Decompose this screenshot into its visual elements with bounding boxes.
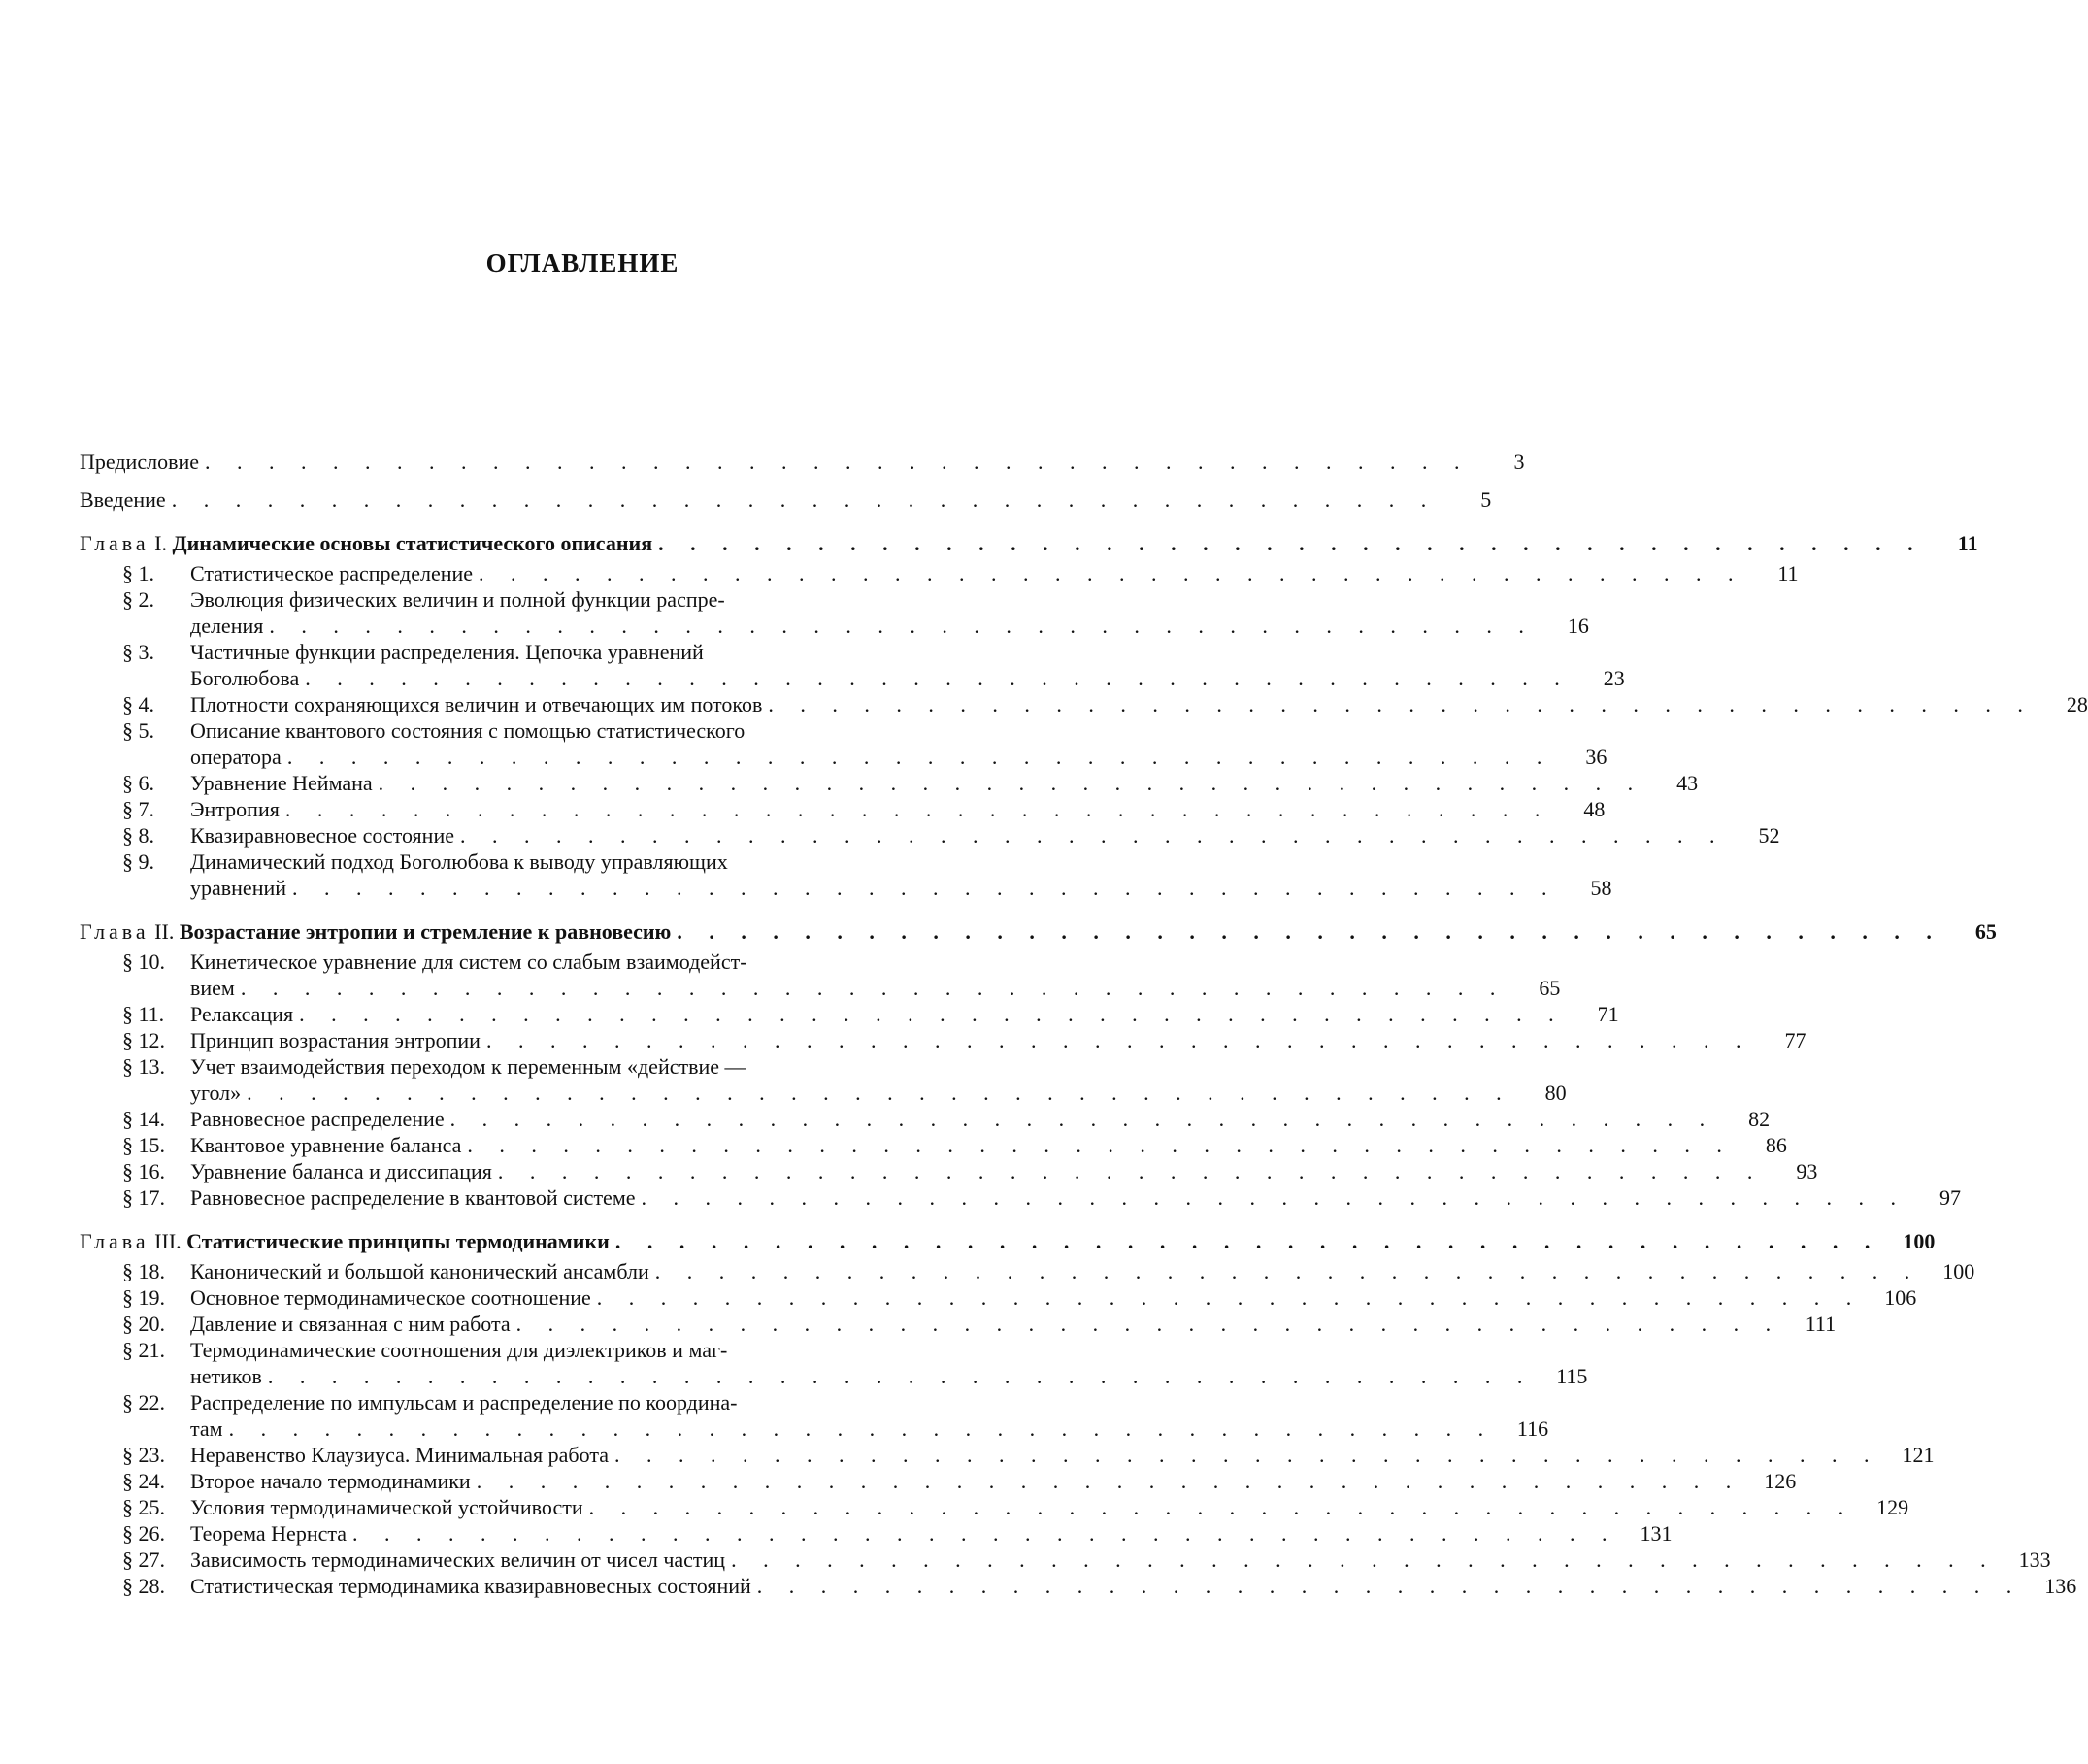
toc-entry [80,1573,2077,1599]
section-title: Релаксация [190,1002,294,1026]
section-heading [122,1389,737,1415]
section-heading [122,1442,609,1468]
dot-leader: . . . . . . . . . . . . . . . . . . . . . . . . . . . . . . . . . . . . . . . . [269,614,1535,638]
section-heading [122,1337,727,1363]
page-number: 116 [1516,1416,1549,1441]
page-number: 121 [1902,1443,1935,1467]
toc-entry [80,1053,1099,1080]
section-heading [122,1001,293,1027]
section-title: Квантовое уравнение баланса [190,1133,462,1157]
chapter-number: III. [149,1229,187,1253]
page-number: 52 [1758,823,1780,848]
page-number: 106 [1884,1285,1917,1310]
page-number: 48 [1583,797,1606,821]
chapter-title: Динамические основы статистического описания [172,531,653,555]
section-heading [122,717,745,744]
section-heading [122,796,280,822]
page-number: 97 [1939,1185,1962,1210]
page-number: 11 [1957,531,1978,555]
section-heading [122,560,473,586]
page-number: 93 [1796,1159,1818,1183]
section-heading [122,849,728,875]
section-number: § 2. [122,587,154,612]
toc-entry-continuation [80,613,1589,639]
toc-entry [80,796,1606,822]
section-number: § 24. [122,1469,165,1493]
chapter-label: Глава [80,1229,149,1253]
toc-entry [80,1132,1787,1158]
page-number: 133 [2018,1548,2051,1572]
chapter-title: Возрастание энтропии и стремление к равновесию [179,919,672,944]
page-number: 5 [1480,487,1492,512]
page-number: 71 [1597,1002,1619,1026]
page-number: 100 [1903,1229,1936,1253]
section-number: § 7. [122,797,154,821]
dot-leader: . . . . . . . . . . . . . . . . . . . . . . . . . . . . . . . . . . . . . . . . [596,1285,1863,1310]
page-number: 11 [1777,561,1799,585]
dot-leader: . . . . . . . . . . . . . . . . . . . . . . . . . . . . . . . . . . . . . . . . [305,666,1571,690]
dot-leader: . . . . . . . . . . . . . . . . . . . . . . . . . . . . . . . . . . . . . . . . [614,1443,1880,1467]
dot-leader: . . . . . . . . . . . . . . . . . . . . . . . . . . . . . . . . . . . . . . . . [467,1133,1733,1157]
section-title: Энтропия [190,797,280,821]
section-number: § 11. [122,1002,165,1026]
dot-leader: . . . . . . . . . . . . . . . . . . . . . . . . . . . . . . . . . . . . . . . . [485,1028,1752,1052]
page-number: 131 [1640,1521,1673,1546]
page-number: 111 [1805,1312,1837,1336]
dot-leader: . . . . . . . . . . . . . . . . . . . . . . . . . . . . . . . . . . . . . . . . [658,531,1924,555]
section-number: § 5. [122,718,154,743]
section-number: § 25. [122,1495,165,1519]
dot-leader: . . . . . . . . . . . . . . . . . . . . . . . . . . . . . . . . . . . . . . . . [284,797,1551,821]
toc-entry [80,639,1099,665]
section-heading [122,1573,751,1599]
page-number: 100 [1942,1259,1975,1283]
section-title: Плотности сохраняющихся величин и отвечающих им потоков [190,692,763,716]
toc-entry [80,1337,1099,1363]
section-title: Уравнение баланса и диссипация [190,1159,492,1183]
section-number: § 4. [122,692,154,716]
section-number: § 27. [122,1548,165,1572]
dot-leader: . . . . . . . . . . . . . . . . . . . . . . . . . . . . . . . . . . . . . . . . [654,1259,1921,1283]
toc-entry [80,949,1099,975]
toc-entry [80,717,1099,744]
toc-entry [80,1442,1935,1468]
section-number: § 20. [122,1312,165,1336]
section-heading [122,1184,636,1211]
toc-entry [80,691,2088,717]
dot-leader: . . . . . . . . . . . . . . . . . . . . . . . . . . . . . . . . . . . . . . . . [247,1081,1512,1105]
dot-leader: . . . . . . . . . . . . . . . . . . . . . . . . . . . . . . . . . . . . . . . . [240,976,1507,1000]
page-title: ОГЛАВЛЕНИЕ [485,249,679,278]
dot-leader: . . . . . . . . . . . . . . . . . . . . . . . . . . . . . . . . . . . . . . . . [459,823,1726,848]
section-title: Эволюция физических величин и полной функции распре- [190,587,725,612]
page-number: 86 [1765,1133,1787,1157]
toc-entry [80,1184,1962,1211]
dot-leader: . . . . . . . . . . . . . . . . . . . . . . . . . . . . . . . . . . . . . . . . [267,1364,1534,1388]
section-heading [122,770,373,796]
toc-entry-continuation [80,1363,1588,1389]
toc-entry-continuation [80,1080,1567,1106]
dot-leader: . . . . . . . . . . . . . . . . . . . . . . . . . . . . . . . . . . . . . . . . [286,745,1553,769]
page-number: 82 [1748,1107,1771,1131]
page-number: 129 [1876,1495,1909,1519]
toc-entry-continuation [80,665,1625,691]
section-title: Второе начало термодинамики [190,1469,471,1493]
toc-entry [80,530,1978,556]
chapter-heading [80,918,671,945]
page-number: 126 [1764,1469,1797,1493]
section-title: Распределение по импульсам и распределение по координа- [190,1390,738,1415]
section-number: § 15. [122,1133,165,1157]
section-title: Частичные функции распределения. Цепочка уравнений [190,640,704,664]
toc-entry-continuation [80,875,1612,901]
section-heading [122,949,747,975]
page-number: 65 [1974,919,1997,944]
dot-leader: . . . . . . . . . . . . . . . . . . . . . . . . . . . . . . . . . . . . . . . . [205,449,1471,474]
dot-leader: . . . . . . . . . . . . . . . . . . . . . . . . . . . . . . . . . . . . . . . . [479,561,1744,585]
section-number: § 13. [122,1054,165,1079]
section-title: Описание квантового состояния с помощью статистического [190,718,746,743]
toc-entry [80,1547,2051,1573]
section-heading [122,1053,746,1080]
section-title-continuation: Боголюбова [190,666,300,690]
page-number: 58 [1590,876,1612,900]
section-title: Давление и связанная с ним работа [190,1312,511,1336]
dot-leader: . . . . . . . . . . . . . . . . . . . . . . . . . . . . . . . . . . . . . . . . [171,487,1438,512]
chapter-label: Глава [80,531,149,555]
section-heading [122,1520,347,1547]
page-number: 36 [1585,745,1607,769]
dot-leader: . . . . . . . . . . . . . . . . . . . . . . . . . . . . . . . . . . . . . . . . [497,1159,1764,1183]
section-title: Статистическая термодинамика квазиравновесных состояний [190,1574,751,1598]
section-title: Теорема Нернста [190,1521,348,1546]
toc-entry [80,1027,1806,1053]
section-heading [122,691,762,717]
section-number: § 18. [122,1259,165,1283]
dot-leader: . . . . . . . . . . . . . . . . . . . . . . . . . . . . . . . . . . . . . . . . [292,876,1558,900]
dot-leader: . . . . . . . . . . . . . . . . . . . . . . . . . . . . . . . . . . . . . . . . [449,1107,1716,1131]
page-number: 80 [1544,1081,1567,1105]
section-heading [122,822,454,849]
section-number: § 28. [122,1574,165,1598]
section-title: Зависимость термодинамических величин от чисел частиц [190,1548,726,1572]
section-title: Динамический подход Боголюбова к выводу управляющих [190,849,728,874]
section-title: Статистическое распределение [190,561,474,585]
section-number: § 26. [122,1521,165,1546]
section-title-continuation: нетиков [190,1364,262,1388]
chapter-heading [80,530,652,556]
section-title: Канонический и большой канонический ансамбли [190,1259,649,1283]
section-title-continuation: там [190,1416,223,1441]
section-number: § 10. [122,949,165,974]
section-number: § 6. [122,771,154,795]
section-title-continuation: угол» [190,1081,242,1105]
section-heading [122,1494,583,1520]
section-title: Уравнение Неймана [190,771,373,795]
section-heading [122,1311,511,1337]
toc-entry [80,1228,1936,1254]
section-number: § 9. [122,849,154,874]
dot-leader: . . . . . . . . . . . . . . . . . . . . . . . . . . . . . . . . . . . . . . . . [588,1495,1855,1519]
section-title: Основное термодинамическое соотношение [190,1285,591,1310]
toc-entry [80,822,1780,849]
section-title: Условия термодинамической устойчивости [190,1495,583,1519]
chapter-number: II. [149,919,180,944]
page-number: 115 [1556,1364,1588,1388]
section-title-continuation: вием [190,976,235,1000]
toc-entry [80,449,1525,475]
section-title-continuation: уравнений [190,876,287,900]
chapter-number: I. [149,531,173,555]
section-title: Равновесное распределение в квантовой системе [190,1185,636,1210]
section-title: Квазиравновесное состояние [190,823,454,848]
section-number: § 21. [122,1338,165,1362]
front-matter-title: Предисловие [80,449,199,474]
section-number: § 12. [122,1028,165,1052]
page-number: 16 [1567,614,1589,638]
page-number: 65 [1539,976,1561,1000]
section-number: § 1. [122,561,154,585]
section-heading [122,639,704,665]
section-heading [122,1547,725,1573]
dot-leader: . . . . . . . . . . . . . . . . . . . . . . . . . . . . . . . . . . . . . . . . [476,1469,1742,1493]
dot-leader: . . . . . . . . . . . . . . . . . . . . . . . . . . . . . . . . . . . . . . . . [228,1416,1495,1441]
section-number: § 19. [122,1285,165,1310]
section-heading [122,1258,649,1284]
toc-entry [80,1311,1837,1337]
section-title: Кинетическое уравнение для систем со слабым взаимодейст- [190,949,747,974]
chapter-title: Статистические принципы термодинамики [186,1229,610,1253]
dot-leader: . . . . . . . . . . . . . . . . . . . . . . . . . . . . . . . . . . . . . . . . [378,771,1644,795]
dot-leader: . . . . . . . . . . . . . . . . . . . . . . . . . . . . . . . . . . . . . . . . [677,919,1942,944]
dot-leader: . . . . . . . . . . . . . . . . . . . . . . . . . . . . . . . . . . . . . . . . [756,1574,2023,1598]
section-title: Принцип возрастания энтропии [190,1028,481,1052]
toc-entry [80,1106,1771,1132]
page-number: 3 [1513,449,1525,474]
toc-entry-continuation [80,744,1607,770]
dot-leader: . . . . . . . . . . . . . . . . . . . . . . . . . . . . . . . . . . . . . . . . [614,1229,1881,1253]
section-title: Равновесное распределение [190,1107,445,1131]
table-of-contents [80,449,2088,1599]
page-number: 23 [1603,666,1625,690]
section-heading [122,1027,481,1053]
dot-leader: . . . . . . . . . . . . . . . . . . . . . . . . . . . . . . . . . . . . . . . . [515,1312,1782,1336]
toc-entry [80,586,1099,613]
section-title-continuation: оператора [190,745,282,769]
toc-entry [80,918,1997,945]
page-number: 28 [2066,692,2088,716]
section-number: § 23. [122,1443,165,1467]
section-title: Термодинамические соотношения для диэлектриков и маг- [190,1338,728,1362]
section-number: § 22. [122,1390,165,1415]
section-number: § 17. [122,1185,165,1210]
toc-entry [80,1158,1818,1184]
chapter-heading [80,1228,610,1254]
section-heading [122,1468,471,1494]
section-title-continuation: деления [190,614,264,638]
section-number: § 14. [122,1107,165,1131]
section-heading [122,1132,461,1158]
dot-leader: . . . . . . . . . . . . . . . . . . . . . . . . . . . . . . . . . . . . . . . . [641,1185,1907,1210]
dot-leader: . . . . . . . . . . . . . . . . . . . . . . . . . . . . . . . . . . . . . . . . [352,1521,1618,1546]
toc-entry [80,486,1492,513]
toc-entry-continuation [80,975,1561,1001]
section-heading [122,586,725,613]
section-title: Учет взаимодействия переходом к переменным «действие — [190,1054,746,1079]
section-heading [122,1284,591,1311]
toc-entry [80,1284,1917,1311]
toc-entry [80,1258,1975,1284]
section-number: § 3. [122,640,154,664]
toc-entry [80,1389,1099,1415]
toc-entry [80,1494,1909,1520]
toc-entry [80,1001,1619,1027]
section-number: § 16. [122,1159,165,1183]
toc-entry [80,1520,1673,1547]
page-number: 77 [1784,1028,1806,1052]
dot-leader: . . . . . . . . . . . . . . . . . . . . . . . . . . . . . . . . . . . . . . . . [768,692,2034,716]
front-matter-title: Введение [80,487,166,512]
chapter-label: Глава [80,919,149,944]
toc-entry-continuation [80,1415,1549,1442]
toc-entry [80,560,1799,586]
toc-entry [80,770,1699,796]
toc-entry [80,1468,1797,1494]
section-heading [122,1106,445,1132]
page-number: 43 [1676,771,1699,795]
section-title: Неравенство Клаузиуса. Минимальная работа [190,1443,609,1467]
section-number: § 8. [122,823,154,848]
section-heading [122,1158,492,1184]
dot-leader: . . . . . . . . . . . . . . . . . . . . . . . . . . . . . . . . . . . . . . . . [299,1002,1565,1026]
page-number: 136 [2044,1574,2077,1598]
dot-leader: . . . . . . . . . . . . . . . . . . . . . . . . . . . . . . . . . . . . . . . . [731,1548,1997,1572]
toc-entry [80,849,1099,875]
